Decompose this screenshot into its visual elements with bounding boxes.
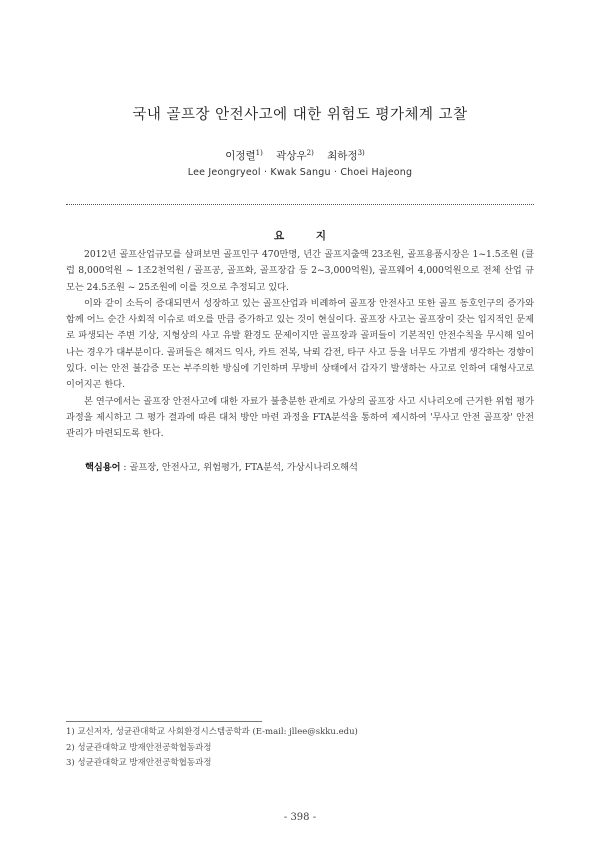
keywords-text: : 골프장, 안전사고, 위험평가, FTA분석, 가상시나리오해석 <box>120 462 358 473</box>
author-name: 곽상우 <box>276 150 307 162</box>
authors-english: Lee Jeongryeol · Kwak Sangu · Choei Hajeong <box>187 167 413 178</box>
footnote: 2) 성균관대학교 방재안전공학협동과정 <box>66 742 212 753</box>
authors-korean <box>0 148 600 163</box>
author-footnote-mark: 1) <box>255 148 263 157</box>
section-divider <box>66 204 534 205</box>
keywords <box>85 459 535 473</box>
keywords-label: 핵심용어 <box>85 462 121 473</box>
author-footnote-mark: 3) <box>357 148 365 157</box>
author-footnote-mark: 2) <box>306 148 314 157</box>
author-name: 이정렬 <box>225 150 256 162</box>
author-name: 최하정 <box>327 150 358 162</box>
footnote-divider <box>66 721 262 722</box>
footnote: 3) 성균관대학교 방재안전공학협동과정 <box>66 758 212 768</box>
abstract-body <box>66 247 534 443</box>
abstract-paragraph: 이와 같이 소득이 증대되면서 성장하고 있는 골프산업과 비례하여 골프장 안전사고 또한 골프 동호인구의 증가와 함께 어느 순간 사회적 이슈로 떠오를 만큼 증가하고 있는 것이 현실이다. 골프장 사고는 골프장이 갖는 입지적인 문제로 파생되는 주변 기상, 지형상의 사고 유발 환경도 문제이지만 골프장과 골퍼들이 기본적인 안전수칙을 무시해 일어나는 경우가 대부분이다. 골퍼들은 해저드 익사, 카트 전복, 낙뢰 감전, 타구 사고 등을 너무도 가볍게 생각하는 경향이 있다. 이는 안전 불감증 또는 부주의한 방심에 기인하며 무방비 상태에서 갑자기 발생하는 사고로 인하여 대형사고로 이어지곤 한다. <box>66 297 534 391</box>
abstract-paragraph: 2012년 골프산업규모를 살펴보면 골프인구 470만명, 년간 골프지출액 23조원, 골프용품시장은 1~1.5조원 (클럽 8,000억원 ~ 1조2천억원 / 골프공, 골프화, 골프장갑 등 2~3,000억원), 골프웨어 4,000억원으로 전체 산업 규모는 24.5조원 ~ 25조원에 이를 것으로 추정되고 있다. <box>66 249 534 293</box>
page-number: - 398 - <box>283 812 317 823</box>
abstract-paragraph: 본 연구에서는 골프장 안전사고에 대한 자료가 불충분한 관계로 가상의 골프장 사고 시나리오에 근거한 위험 평가 과정을 제시하고 그 평가 결과에 따른 대처 방안 마련 과정을 FTA분석을 통하여 제시하여 '무사고 안전 골프장' 안전관리가 마련되도록 한다. <box>66 395 534 440</box>
footnotes <box>66 725 536 772</box>
abstract-heading: 요 지 <box>274 230 340 242</box>
paper-title: 국내 골프장 안전사고에 대한 위험도 평가체계 고찰 <box>132 107 468 123</box>
footnote: 1) 교신저자, 성균관대학교 사회환경시스템공학과 (E-mail: jllee@skku.edu) <box>66 727 358 737</box>
